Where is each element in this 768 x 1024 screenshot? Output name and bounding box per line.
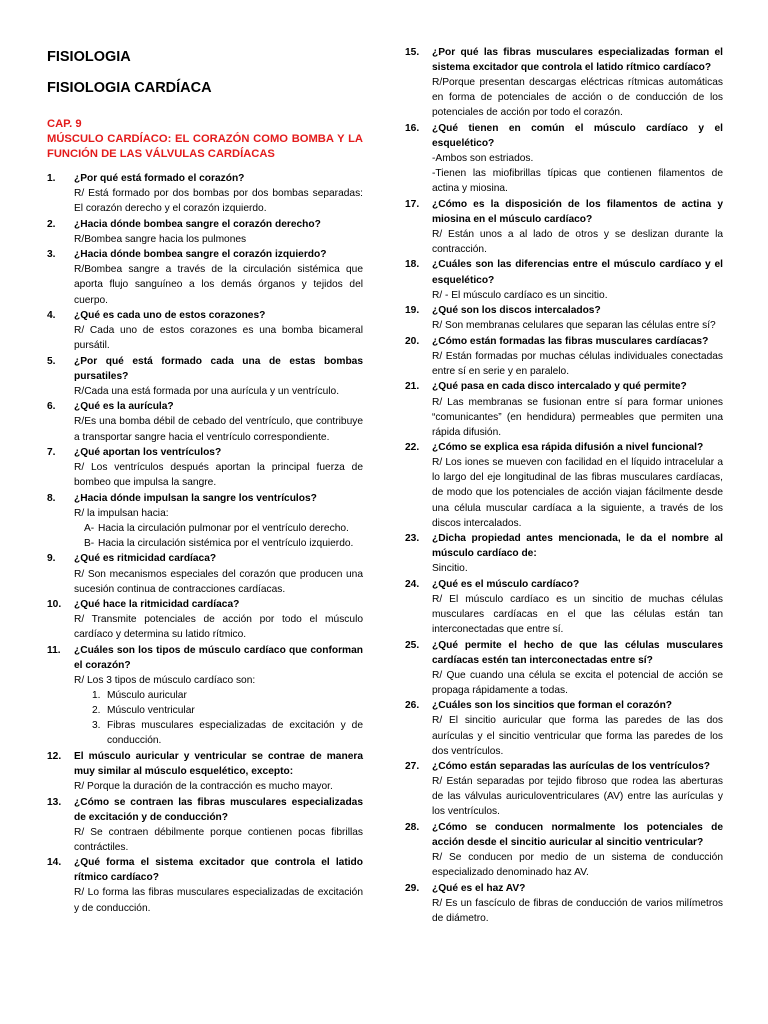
- question-text: ¿Cómo están formadas las fibras musculares cardíacas?: [432, 335, 709, 347]
- answer-text: R/ la impulsan hacia:: [74, 507, 169, 519]
- question-number: 5.: [47, 355, 56, 367]
- question-number: 7.: [47, 447, 56, 459]
- question-number: 26.: [405, 700, 420, 712]
- qa-item: [405, 577, 723, 637]
- qa-item: [47, 308, 363, 353]
- qa-item: [405, 303, 723, 333]
- list-marker: 2.: [92, 705, 101, 717]
- answer-text: R/ Lo forma las fibras musculares especializadas de excitación y de conducción.: [74, 887, 363, 914]
- question-list-left: [47, 171, 363, 916]
- question-number: 23.: [405, 533, 420, 545]
- list-marker: B-: [84, 537, 95, 549]
- qa-item: [405, 45, 723, 120]
- right-column: [405, 0, 723, 926]
- qa-item: [405, 257, 723, 302]
- answer-text: R/ Es un fascículo de fibras de conducción de varios milímetros de diámetro.: [432, 897, 723, 924]
- answer-text: R/ Se contraen débilmente porque contienen pocas fibrillas contráctiles.: [74, 826, 363, 853]
- question-text: ¿Qué hace la ritmicidad cardíaca?: [74, 599, 240, 611]
- answer-text: R/ El sincitio auricular que forma las paredes de las dos aurículas y el sincitio ventricular que forma las paredes de los dos ventrículos.: [432, 715, 723, 757]
- qa-item: [405, 638, 723, 698]
- answer-text: R/ Las membranas se fusionan entre sí para formar uniones “comunicantes” (en hendidura) permeables que permiten una rápida difusión.: [432, 396, 723, 438]
- question-text: ¿Cómo se conducen normalmente los potenciales de acción desde el sincitio auricular al sincitio ventricular?: [432, 821, 723, 848]
- question-text: ¿Cuáles son los tipos de músculo cardíaco que conforman el corazón?: [74, 644, 363, 671]
- qa-item: [405, 121, 723, 196]
- answer-text: R/Cada una está formada por una aurícula y un ventrículo.: [74, 385, 340, 397]
- answer-text: R/ Transmite potenciales de acción por todo el músculo cardíaco y determina su latido rítmico.: [74, 614, 363, 641]
- question-number: 24.: [405, 578, 420, 590]
- answer-text: R/ Está formado por dos bombas por dos bombas separadas: El corazón derecho y el corazón izquierdo.: [74, 188, 363, 215]
- question-number: 20.: [405, 335, 420, 347]
- question-text: ¿Cómo se explica esa rápida difusión a nivel funcional?: [432, 442, 704, 454]
- answer-list-item: [74, 703, 363, 718]
- question-number: 4.: [47, 310, 56, 322]
- answer-text: R/ Están separadas por tejido fibroso que rodea las aberturas de las válvulas auriculoventriculares (AV) entre las aurículas y los ventrículos.: [432, 776, 723, 818]
- answer-text: R/ Son mecanismos especiales del corazón que producen una sucesión continua de contracciones cardíacas.: [74, 568, 363, 595]
- question-number: 27.: [405, 761, 420, 773]
- question-number: 10.: [47, 599, 62, 611]
- answer-text: R/ Los iones se mueven con facilidad en el líquido intracelular a lo largo del eje longitudinal de las fibras musculares cardíacas, de modo que los potenciales de acción viajan fácilmente desde una célula muscular cardíaca a la siguiente, a través de los discos intercalados.: [432, 457, 723, 529]
- question-text: ¿Cuáles son los sincitios que forman el corazón?: [432, 700, 673, 712]
- chapter-title: MÚSCULO CARDÍACO: EL CORAZÓN COMO BOMBA Y LA FUNCIÓN DE LAS VÁLVULAS CARDÍACAS: [47, 133, 363, 160]
- answer-text: R/ Porque la duración de la contracción es mucho mayor.: [74, 781, 333, 793]
- answer-list-item: [74, 718, 363, 748]
- question-text: ¿Hacia dónde impulsan la sangre los ventrículos?: [74, 492, 317, 504]
- question-text: ¿Por qué está formado cada una de estas bombas pursatiles?: [74, 355, 363, 382]
- answer-text: R/ Son membranas celulares que separan las células entre sí?: [432, 320, 716, 332]
- question-number: 22.: [405, 442, 420, 454]
- qa-item: [405, 698, 723, 758]
- question-number: 13.: [47, 796, 62, 808]
- qa-item: [405, 881, 723, 926]
- question-text: ¿Cómo están separadas las aurículas de los ventrículos?: [432, 761, 710, 773]
- question-text: ¿Cómo se contraen las fibras musculares especializadas de excitación y de conducción?: [74, 796, 363, 823]
- left-column: [47, 0, 363, 916]
- list-marker: 3.: [92, 720, 101, 732]
- question-text: ¿Qué son los discos intercalados?: [432, 305, 601, 317]
- answer-text: R/ Están unos a al lado de otros y se deslizan durante la contracción.: [432, 228, 723, 255]
- question-text: ¿Por qué está formado el corazón?: [74, 173, 245, 184]
- answer-text: -Ambos son estriados.: [432, 153, 534, 165]
- question-text: ¿Por qué las fibras musculares especializadas forman el sistema excitador que controla el latido rítmico cardíaco?: [432, 47, 723, 74]
- question-text: ¿Cómo es la disposición de los filamentos de actina y miosina en el músculo cardíaco?: [432, 198, 723, 225]
- answer-text: R/ Cada uno de estos corazones es una bomba bicameral pursátil.: [74, 325, 363, 352]
- qa-item: [405, 197, 723, 257]
- question-number: 6.: [47, 401, 56, 413]
- answer-text: Sincitio.: [432, 563, 468, 575]
- qa-item: [47, 855, 363, 915]
- qa-item: [47, 171, 363, 216]
- answer-list-item: [74, 536, 363, 551]
- qa-item: [47, 643, 363, 749]
- qa-item: [47, 551, 363, 596]
- qa-item: [405, 440, 723, 531]
- chapter-number: CAP. 9: [47, 118, 82, 130]
- qa-item: [405, 379, 723, 439]
- list-item-text: Músculo ventricular: [107, 705, 195, 717]
- question-text: ¿Qué permite el hecho de que las células musculares cardíacas estén tan interconectadas entre sí?: [432, 639, 723, 666]
- question-number: 25.: [405, 639, 420, 651]
- question-text: ¿Hacia dónde bombea sangre el corazón derecho?: [74, 218, 321, 230]
- answer-text: R/ Que cuando una célula se excita el potencial de acción se propaga rápidamente a todas.: [432, 669, 723, 696]
- qa-item: [47, 749, 363, 794]
- answer-text: R/Bombea sangre a través de la circulación sistémica que aporta flujo sanguíneo a los demás órganos y tejidos del cuerpo.: [74, 264, 363, 306]
- list-marker: 1.: [92, 690, 101, 702]
- question-number: 12.: [47, 750, 62, 762]
- answer-text: R/ Se conducen por medio de un sistema de conducción especializado denominado haz AV.: [432, 852, 723, 879]
- question-number: 14.: [47, 857, 62, 869]
- list-item-text: Hacia la circulación pulmonar por el ventrículo derecho.: [98, 522, 349, 534]
- qa-item: [47, 491, 363, 551]
- qa-item: [405, 531, 723, 576]
- question-number: 21.: [405, 381, 420, 393]
- answer-list-item: [74, 688, 363, 703]
- question-number: 15.: [405, 47, 420, 58]
- qa-item: [47, 247, 363, 307]
- question-list-right: [405, 45, 723, 926]
- document-subtitle: FISIOLOGIA CARDÍACA: [47, 80, 212, 96]
- question-text: ¿Qué es el haz AV?: [432, 882, 526, 894]
- question-number: 16.: [405, 122, 420, 134]
- question-text: ¿Qué es el músculo cardíaco?: [432, 578, 580, 590]
- question-text: ¿Qué forma el sistema excitador que controla el latido rítmico cardíaco?: [74, 857, 363, 884]
- question-text: ¿Qué es ritmicidad cardíaca?: [74, 553, 217, 565]
- question-number: 19.: [405, 305, 420, 317]
- qa-item: [47, 597, 363, 642]
- answer-list-item: [74, 521, 363, 536]
- question-number: 3.: [47, 249, 56, 261]
- answer-text: -Tienen las miofibrillas típicas que contienen filamentos de actina y miosina.: [432, 168, 723, 195]
- question-text: ¿Qué pasa en cada disco intercalado y qué permite?: [432, 381, 687, 393]
- list-item-text: Músculo auricular: [107, 690, 187, 702]
- list-item-text: Hacia la circulación sistémica por el ventrículo izquierdo.: [98, 537, 354, 549]
- question-number: 9.: [47, 553, 56, 565]
- qa-item: [405, 334, 723, 379]
- question-text: ¿Qué es la aurícula?: [74, 401, 174, 413]
- document-title: FISIOLOGIA: [47, 49, 131, 65]
- list-item-text: Fibras musculares especializadas de excitación y de conducción.: [107, 720, 363, 747]
- answer-text: R/ El músculo cardíaco es un sincitio de muchas células musculares cardíacas en el que las células están tan interconectadas que entre sí.: [432, 593, 723, 636]
- question-number: 29.: [405, 882, 420, 894]
- question-number: 2.: [47, 218, 56, 230]
- question-text: ¿Qué tienen en común el músculo cardíaco y el esquelético?: [432, 122, 723, 149]
- answer-text: R/ Los 3 tipos de músculo cardíaco son:: [74, 675, 256, 686]
- question-number: 8.: [47, 492, 56, 504]
- qa-item: [47, 795, 363, 855]
- answer-text: R/Porque presentan descargas eléctricas rítmicas automáticas en forma de potenciales de acción o de conducción de los potenciales de acción por todo el corazón.: [432, 77, 723, 119]
- question-text: ¿Cuáles son las diferencias entre el músculo cardíaco y el esquelético?: [432, 259, 723, 286]
- question-text: ¿Qué es cada uno de estos corazones?: [74, 310, 266, 322]
- qa-item: [405, 820, 723, 880]
- list-marker: A-: [84, 522, 95, 534]
- question-number: 1.: [47, 173, 56, 184]
- question-number: 11.: [47, 644, 61, 656]
- question-text: ¿Hacia dónde bombea sangre el corazón izquierdo?: [74, 249, 327, 261]
- answer-text: R/ Los ventrículos después aportan la principal fuerza de bombeo que impulsa la sangre.: [74, 462, 363, 489]
- answer-text: R/ - El músculo cardíaco es un sincitio.: [432, 289, 608, 301]
- qa-item: [47, 217, 363, 247]
- qa-item: [47, 354, 363, 399]
- answer-text: R/ Están formadas por muchas células individuales conectadas entre sí en serie y en paralelo.: [432, 350, 723, 377]
- question-number: 17.: [405, 198, 420, 210]
- question-text: ¿Qué aportan los ventrículos?: [74, 447, 222, 459]
- qa-item: [47, 399, 363, 444]
- question-text: ¿Dicha propiedad antes mencionada, le da el nombre al músculo cardíaco de:: [432, 533, 723, 560]
- qa-item: [405, 759, 723, 819]
- question-number: 28.: [405, 821, 420, 833]
- answer-text: R/Es una bomba débil de cebado del ventrículo, que contribuye a transportar sangre hacia el ventrículo correspondiente.: [74, 416, 363, 443]
- answer-text: R/Bombea sangre hacia los pulmones: [74, 233, 247, 245]
- qa-item: [47, 445, 363, 490]
- question-text: El músculo auricular y ventricular se contrae de manera muy similar al músculo esquelético, excepto:: [74, 750, 363, 777]
- question-number: 18.: [405, 259, 420, 271]
